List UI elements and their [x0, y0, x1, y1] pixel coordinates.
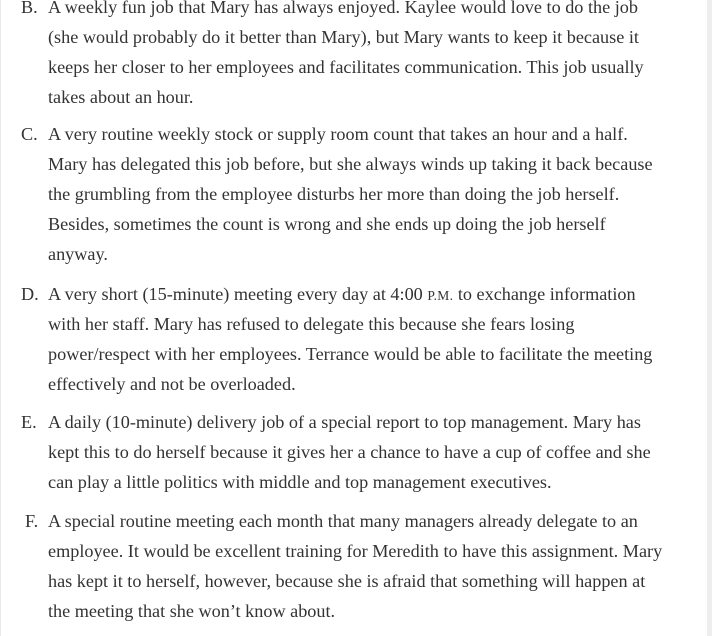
text-line: the meeting that she won’t know about.	[48, 601, 336, 621]
item-text	[48, 407, 698, 497]
item-letter: D.	[21, 284, 39, 304]
text-line: can play a little politics with middle and top management executives.	[48, 472, 552, 492]
item-text	[48, 279, 698, 399]
text-line: A special routine meeting each month that many managers already delegate to an	[48, 511, 638, 531]
item-text	[48, 119, 698, 269]
text-line: A very routine weekly stock or supply room count that takes an hour and a half.	[48, 124, 628, 144]
text-line: the grumbling from the employee disturbs her more than doing the job herself.	[48, 184, 620, 204]
item-text	[48, 506, 698, 626]
text-line	[48, 279, 698, 309]
item-text	[48, 0, 698, 112]
text-segment: A very short (15-minute) meeting every day at 4:00	[48, 284, 428, 304]
text-line: kept this to do herself because it gives her a chance to have a cup of coffee and she	[48, 442, 651, 462]
text-line: A daily (10-minute) delivery job of a special report to top management. Mary has	[48, 412, 641, 432]
text-line: has kept it to herself, however, because she is afraid that something will happen at	[48, 571, 646, 591]
text-line: anyway.	[48, 244, 108, 264]
item-letter: F.	[25, 511, 39, 531]
text-line: keeps her closer to her employees and facilitates communication. This job usually	[48, 57, 644, 77]
item-letter: E.	[21, 412, 37, 432]
text-line: Mary has delegated this job before, but she always winds up taking it back because	[48, 154, 653, 174]
text-line: Besides, sometimes the count is wrong and she ends up doing the job herself	[48, 214, 606, 234]
item-letter: B.	[21, 0, 38, 17]
text-line: takes about an hour.	[48, 87, 194, 107]
text-line: effectively and not be overloaded.	[48, 374, 296, 394]
text-line: with her staff. Mary has refused to delegate this because she fears losing	[48, 314, 575, 334]
text-line: power/respect with her employees. Terrance would be able to facilitate the meeting	[48, 344, 653, 364]
text-line: employee. It would be excellent training for Meredith to have this assignment. Mary	[48, 541, 663, 561]
text-line: (she would probably do it better than Mary), but Mary wants to keep it because it	[48, 27, 639, 47]
text-line: A weekly fun job that Mary has always enjoyed. Kaylee would love to do the job	[48, 0, 638, 17]
text-segment: to exchange information	[453, 284, 636, 304]
item-letter: C.	[21, 124, 38, 144]
time-suffix: P.M.	[427, 288, 454, 303]
scrollbar-track[interactable]	[707, 0, 712, 636]
